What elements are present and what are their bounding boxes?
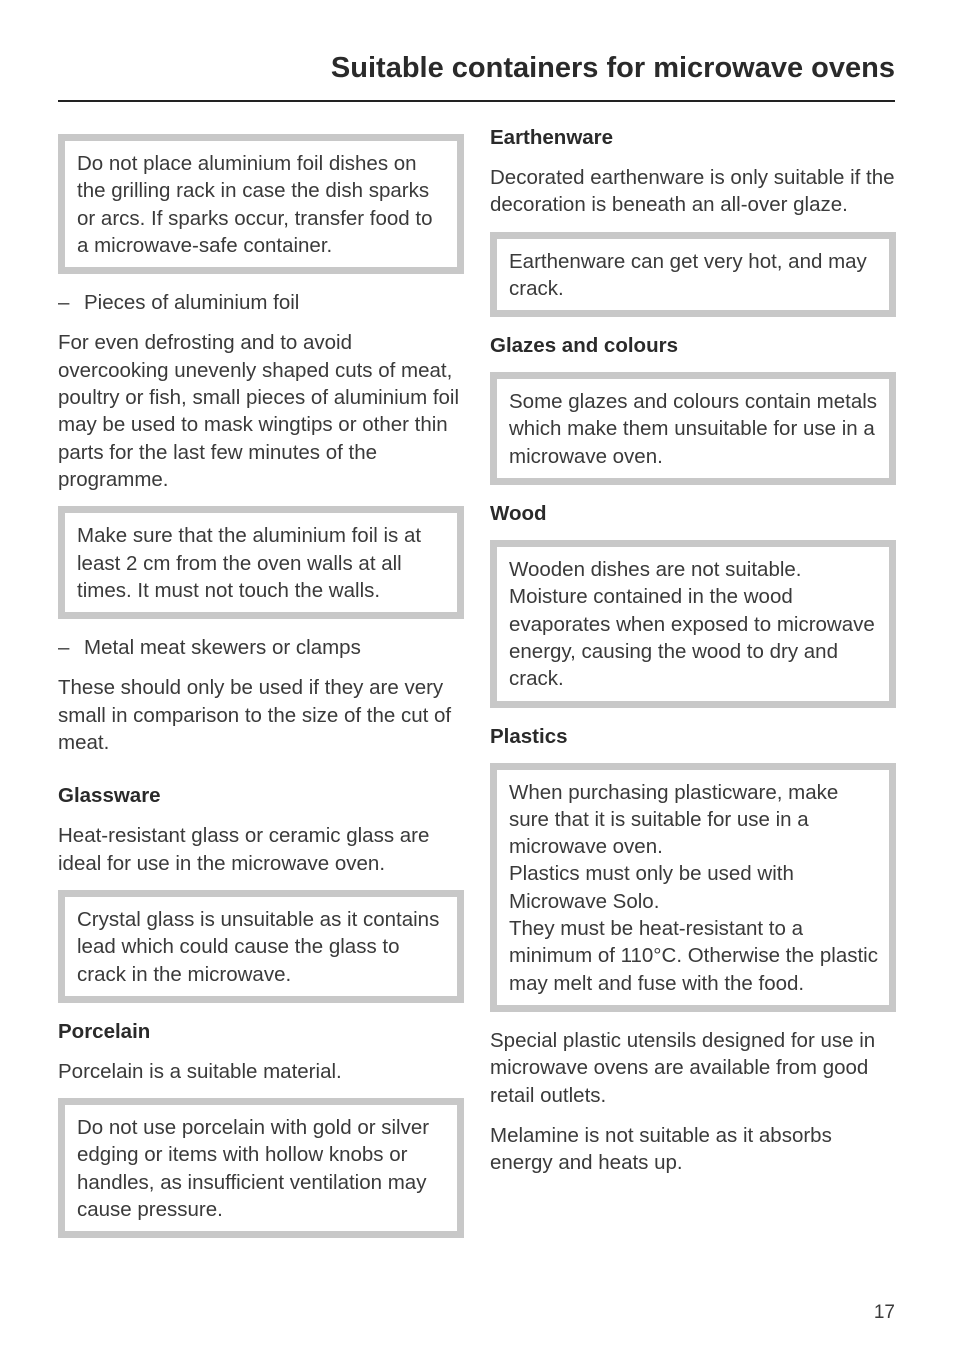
list-item-text: Metal meat skewers or clamps: [84, 636, 361, 660]
warning-box-earthenware: [490, 232, 896, 318]
heading-plastics: Plastics: [490, 724, 568, 748]
heading-glassware: Glassware: [58, 784, 161, 808]
warning-box-glassware: [58, 890, 464, 1003]
warning-box-foil-distance: [58, 506, 464, 619]
title-rule: [58, 100, 895, 102]
paragraph-foil: For even defrosting and to avoid overcooking unevenly shaped cuts of meat, poultry or fish, small pieces of aluminium foil may be used to mask wingtips or other thin parts for the last few minutes of the programme.: [58, 331, 460, 491]
warning-text: They must be heat-resistant to a minimum of 110°C. Otherwise the plastic may melt and fuse with the food.: [509, 917, 878, 995]
warning-box-wood: [490, 540, 896, 707]
heading-wood: Wood: [490, 502, 547, 526]
list-item-foil: [58, 289, 464, 316]
warning-text: When purchasing plasticware, make sure that it is suitable for use in a microwave oven.: [509, 780, 839, 859]
list-item-skewers: [58, 634, 464, 661]
left-column: [58, 120, 464, 1253]
right-column: [490, 120, 896, 1189]
heading-earthenware: Earthenware: [490, 126, 614, 149]
paragraph-glassware: Heat-resistant glass or ceramic glass are ideal for use in the microwave oven.: [58, 824, 430, 875]
paragraph-skewers: These should only be used if they are very small in comparison to the size of the cut of meat.: [58, 676, 452, 755]
list-item-text: Pieces of aluminium foil: [84, 291, 300, 315]
warning-text: Crystal glass is unsuitable as it contains lead which could cause the glass to crack in the microwave.: [77, 907, 440, 986]
warning-box-porcelain: [58, 1098, 464, 1238]
warning-text: Do not place aluminium foil dishes on the grilling rack in case the dish sparks or arcs. If sparks occur, transfer food to a microwave-safe container.: [77, 152, 433, 257]
warning-box-glazes: [490, 372, 896, 485]
heading-glazes: Glazes and colours: [490, 334, 678, 358]
paragraph-plastic-utensils: Special plastic utensils designed for use in microwave ovens are available from good retail outlets.: [490, 1028, 876, 1107]
paragraph-melamine: Melamine is not suitable as it absorbs energy and heats up.: [490, 1123, 832, 1175]
page-title: Suitable containers for microwave ovens: [330, 52, 895, 84]
warning-box-plastics: [490, 763, 896, 1012]
warning-text: Earthenware can get very hot, and may crack.: [509, 249, 867, 300]
paragraph-earthenware: Decorated earthenware is only suitable if the decoration is beneath an all-over glaze.: [490, 166, 895, 217]
dash-bullet: –: [58, 291, 70, 315]
warning-text: Wooden dishes are not suitable. Moisture contained in the wood evaporates when exposed to microwave energy, causing the wood to dry and crack.: [509, 558, 875, 691]
warning-text: Plastics must only be used with Microwave Solo.: [509, 862, 794, 913]
warning-text: Some glazes and colours contain metals which make them unsuitable for use in a microwave oven.: [509, 390, 878, 468]
dash-bullet: –: [58, 636, 70, 660]
warning-box-foil-dishes: [58, 134, 464, 274]
page-number: 17: [873, 1302, 895, 1323]
heading-porcelain: Porcelain: [58, 1019, 151, 1043]
paragraph-porcelain: Porcelain is a suitable material.: [58, 1059, 342, 1083]
warning-text: Make sure that the aluminium foil is at least 2 cm from the oven walls at all times. It must not touch the walls.: [77, 524, 422, 602]
warning-text: Do not use porcelain with gold or silver edging or items with hollow knobs or handles, as insufficient ventilation may cause pressure.: [77, 1116, 430, 1222]
